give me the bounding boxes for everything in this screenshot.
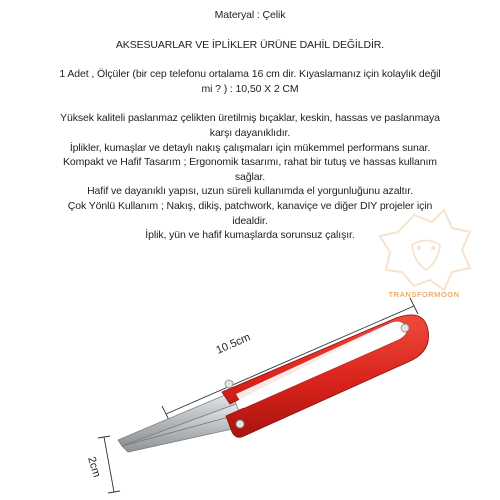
rivet-icon	[225, 380, 233, 388]
rivet-icon	[236, 420, 244, 428]
feature-line: İplik, yün ve hafif kumaşlarda sorunsuz çalışır.	[145, 229, 355, 242]
feature-line: Çok Yönlü Kullanım ; Nakış, dikiş, patchwork, kanaviçe ve diğer DIY projeler için	[67, 199, 433, 212]
lower-blade	[122, 404, 246, 452]
thread-snips-image	[118, 315, 429, 452]
size-line: 1 Adet , Ölçüler (bir cep telefonu ortalama 16 cm dir. Kıyaslamanız için kolaylık değil	[59, 68, 441, 81]
watermark-brand-text: TRANSFORMOON	[388, 290, 460, 299]
width-dimension	[85, 436, 120, 493]
feature-line: Hafif ve dayanıklı yapısı, uzun süreli kullanımda el yorgunluğunu azaltır.	[87, 185, 413, 198]
feature-line: Kompakt ve Hafif Tasarım ; Ergonomik tasarımı, rahat bir tutuş ve hassas kullanım	[63, 156, 437, 169]
width-label: 2cm	[85, 455, 103, 479]
size-line: mi ? ) : 10,50 X 2 CM	[201, 82, 299, 95]
feature-line: idealdir.	[232, 214, 268, 227]
lion-watermark-icon	[380, 210, 470, 290]
feature-line: Yüksek kaliteli paslanmaz çelikten üretilmiş bıçaklar, keskin, hassas ve paslanmaya	[60, 112, 440, 125]
feature-line: sağlar.	[234, 170, 266, 183]
material-line: Materyal : Çelik	[214, 9, 286, 21]
rivet-icon	[401, 324, 409, 332]
feature-line: karşı dayanıklıdır.	[209, 126, 291, 139]
length-label: 10.5cm	[214, 331, 253, 357]
accessories-note: AKSESUARLAR VE İPLİKLER ÜRÜNE DAHİL DEĞİLDİR.	[115, 38, 385, 51]
feature-line: İplikler, kumaşlar ve detaylı nakış çalışmaları için mükemmel performans sunar.	[69, 141, 431, 154]
